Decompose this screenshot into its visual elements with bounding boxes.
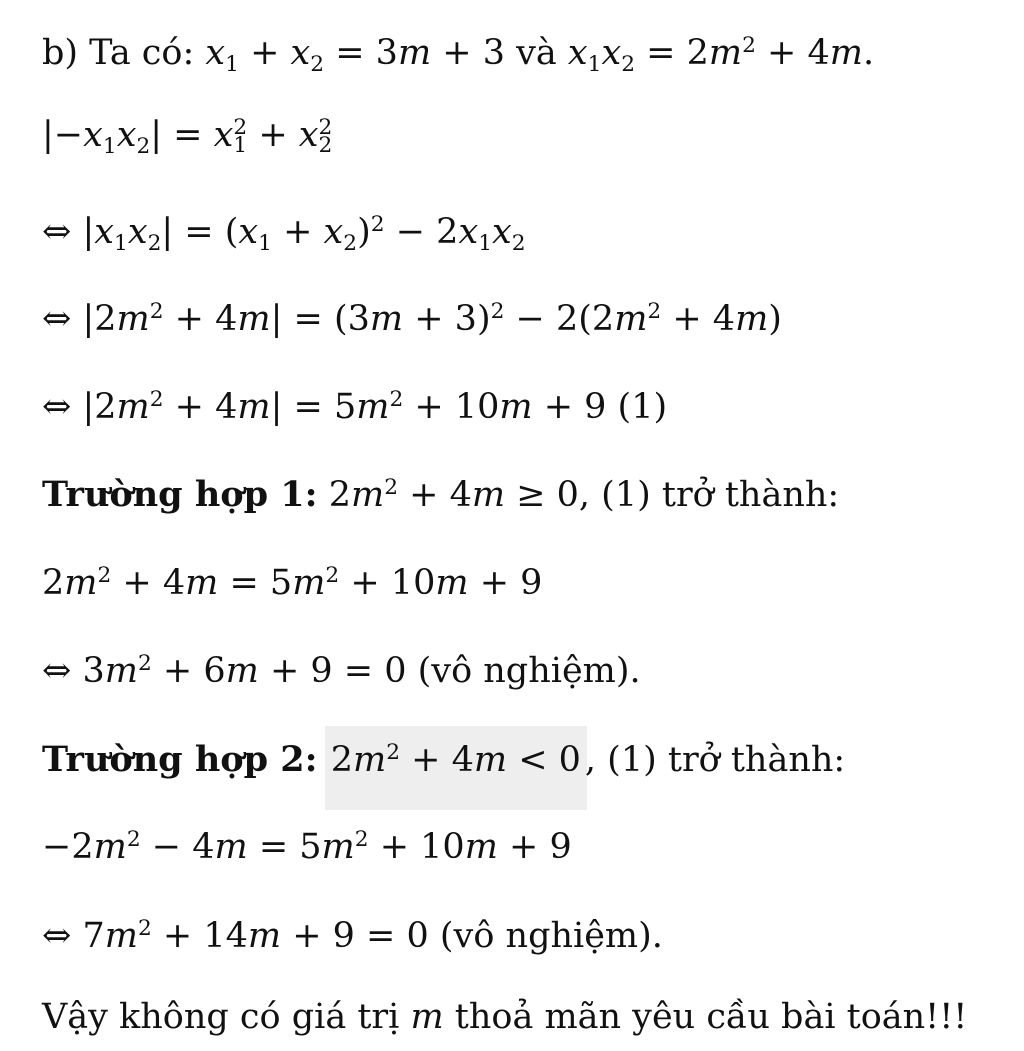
conjunction: và	[505, 32, 568, 73]
case-1-condition: $2m^2 + 4m \ge 0$	[328, 474, 579, 515]
line-vieta	[42, 24, 874, 87]
equation-1: ⇔ $|2m^2 + 4m| = 5m^2 + 10m + 9$ (1)	[42, 386, 668, 427]
line-case-1	[42, 466, 839, 517]
line-condition	[42, 113, 332, 169]
conclusion-end: thoả mãn yêu cầu bài toán!!!	[443, 997, 968, 1037]
step-1-equation: ⇔ $|x_1x_2| = (x_1 + x_2)^2 - 2x_1x_2$	[42, 211, 526, 256]
case-1-label: Trường hợp 1:	[42, 473, 318, 515]
case-2-no-solution: (vô nghiệm).	[428, 915, 663, 956]
line-conclusion	[42, 995, 967, 1039]
line-vieta-prefix: b) Ta có:	[42, 32, 206, 73]
line-step-1	[42, 203, 526, 266]
conclusion-variable: m	[410, 997, 444, 1037]
step-2-equation: ⇔ $|2m^2 + 4m| = (3m + 3)^2 - 2(2m^2 + 4m)$	[42, 298, 782, 339]
line-case-1-result	[42, 642, 641, 693]
line-step-3	[42, 378, 667, 429]
case-2-label: Trường hợp 2:	[42, 738, 318, 780]
condition-equation: $|-x_1x_2| = x$ 2 1 + x 2 2	[42, 114, 333, 159]
product-equation: $x_1x_2 = 2m^2 + 4m$.	[567, 32, 875, 77]
case-2-tail: , (1) trở thành:	[584, 739, 846, 780]
line-step-2	[42, 290, 782, 341]
case-2-equation: $-2m^2 - 4m = 5m^2 + 10m + 9$	[42, 826, 572, 867]
sum-equation: $x_1 + x_2 = 3m + 3$	[205, 32, 506, 77]
case-1-equation: $2m^2 + 4m = 5m^2 + 10m + 9$	[42, 562, 543, 603]
case-2-condition-highlight[interactable]: $2m^2 + 4m < 0$	[325, 726, 587, 810]
case-1-tail: , (1) trở thành:	[578, 474, 840, 515]
conclusion-start: Vậy không có giá trị	[42, 997, 411, 1037]
line-case-2-eq	[42, 818, 572, 869]
case-2-result: ⇔ $7m^2 + 14m + 9 = 0$	[42, 915, 429, 956]
case-1-result: ⇔ $3m^2 + 6m + 9 = 0$	[42, 650, 407, 691]
case-1-no-solution: (vô nghiệm).	[406, 650, 641, 691]
line-case-2	[42, 731, 845, 782]
line-case-1-eq	[42, 554, 542, 605]
line-case-2-result	[42, 907, 663, 958]
